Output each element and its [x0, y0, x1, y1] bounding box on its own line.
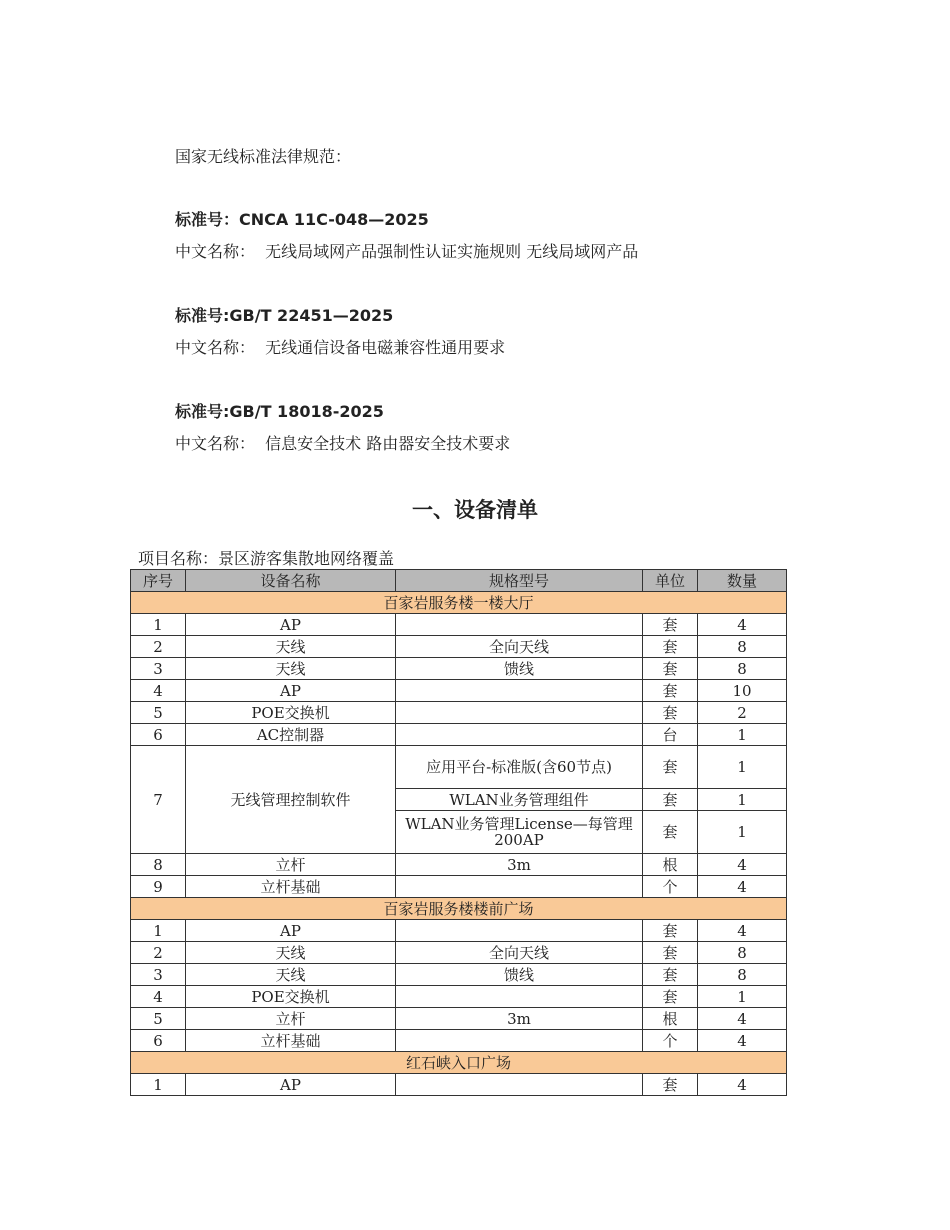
- cell-name: 立杆基础: [186, 876, 396, 898]
- cell-name: 立杆基础: [186, 1030, 396, 1052]
- group-title: 百家岩服务楼一楼大厅: [131, 592, 787, 614]
- cell-unit: 台: [643, 724, 698, 746]
- equipment-table: [130, 569, 787, 1096]
- cell-name: AP: [186, 614, 396, 636]
- cell-spec: [396, 876, 643, 898]
- cell-spec: WLAN业务管理License—每管理200AP: [396, 811, 643, 854]
- cell-qty: 4: [698, 1074, 787, 1096]
- table-row: [131, 964, 787, 986]
- cell-name: 无线管理控制软件: [186, 746, 396, 854]
- cell-unit: 套: [643, 986, 698, 1008]
- standard-number-3: 标准号:GB/T 18018-2025: [175, 402, 384, 421]
- table-row: [131, 680, 787, 702]
- cell-no: 6: [131, 1030, 186, 1052]
- table-row: [131, 986, 787, 1008]
- cell-spec: [396, 920, 643, 942]
- cell-no: 5: [131, 702, 186, 724]
- cell-name: AP: [186, 1074, 396, 1096]
- cell-no: 7: [131, 746, 186, 854]
- intro-heading: 国家无线标准法律规范：: [175, 147, 352, 166]
- table-row: [131, 920, 787, 942]
- cell-unit: 个: [643, 1030, 698, 1052]
- group-title: 百家岩服务楼楼前广场: [131, 898, 787, 920]
- cell-unit: 套: [643, 964, 698, 986]
- cell-unit: 套: [643, 680, 698, 702]
- cell-name: AC控制器: [186, 724, 396, 746]
- cell-unit: 套: [643, 746, 698, 789]
- group-row: [131, 592, 787, 614]
- section-title: 一、设备清单: [412, 498, 538, 522]
- cell-qty: 4: [698, 920, 787, 942]
- cell-unit: 套: [643, 920, 698, 942]
- header-spec: 规格型号: [396, 570, 643, 592]
- cell-unit: 套: [643, 1074, 698, 1096]
- cell-name: 立杆: [186, 854, 396, 876]
- cell-qty: 8: [698, 964, 787, 986]
- cell-spec: [396, 614, 643, 636]
- header-name: 设备名称: [186, 570, 396, 592]
- cell-spec: [396, 1030, 643, 1052]
- cell-unit: 套: [643, 658, 698, 680]
- cell-name: AP: [186, 920, 396, 942]
- table-row: [131, 702, 787, 724]
- cell-qty: 4: [698, 1008, 787, 1030]
- standard-name-2: 中文名称： 无线通信设备电磁兼容性通用要求: [175, 338, 506, 357]
- cell-spec: 全向天线: [396, 942, 643, 964]
- standard-name-3: 中文名称： 信息安全技术 路由器安全技术要求: [175, 434, 511, 453]
- cell-spec: [396, 1074, 643, 1096]
- cell-name: 天线: [186, 658, 396, 680]
- cell-name: 立杆: [186, 1008, 396, 1030]
- cell-no: 4: [131, 986, 186, 1008]
- cell-name: 天线: [186, 942, 396, 964]
- cell-no: 3: [131, 658, 186, 680]
- cell-name: POE交换机: [186, 702, 396, 724]
- cell-qty: 4: [698, 854, 787, 876]
- cell-no: 4: [131, 680, 186, 702]
- cell-unit: 套: [643, 789, 698, 811]
- project-name: 项目名称：景区游客集散地网络覆盖: [138, 549, 395, 568]
- group-title: 红石峡入口广场: [131, 1052, 787, 1074]
- cell-spec: 应用平台-标准版(含60节点): [396, 746, 643, 789]
- cell-unit: 套: [643, 702, 698, 724]
- cell-spec: 3m: [396, 854, 643, 876]
- cell-no: 2: [131, 636, 186, 658]
- cell-name: 天线: [186, 964, 396, 986]
- cell-unit: 根: [643, 854, 698, 876]
- cell-spec: [396, 724, 643, 746]
- cell-unit: 套: [643, 942, 698, 964]
- header-qty: 数量: [698, 570, 787, 592]
- cell-qty: 4: [698, 876, 787, 898]
- table-row: [131, 636, 787, 658]
- standard-number-2: 标准号:GB/T 22451—2025: [175, 306, 394, 325]
- table-row: [131, 942, 787, 964]
- cell-spec: 馈线: [396, 964, 643, 986]
- cell-unit: 根: [643, 1008, 698, 1030]
- cell-qty: 8: [698, 658, 787, 680]
- cell-no: 1: [131, 614, 186, 636]
- cell-spec: [396, 986, 643, 1008]
- cell-unit: 套: [643, 614, 698, 636]
- cell-qty: 1: [698, 986, 787, 1008]
- table-row: [131, 1074, 787, 1096]
- cell-spec: 全向天线: [396, 636, 643, 658]
- cell-unit: 套: [643, 811, 698, 854]
- cell-qty: 4: [698, 1030, 787, 1052]
- cell-no: 8: [131, 854, 186, 876]
- cell-spec: WLAN业务管理组件: [396, 789, 643, 811]
- cell-qty: 10: [698, 680, 787, 702]
- cell-qty: 2: [698, 702, 787, 724]
- table-row: [131, 746, 787, 789]
- cell-unit: 个: [643, 876, 698, 898]
- cell-no: 2: [131, 942, 186, 964]
- cell-no: 6: [131, 724, 186, 746]
- cell-qty: 4: [698, 614, 787, 636]
- cell-no: 3: [131, 964, 186, 986]
- group-row: [131, 898, 787, 920]
- standard-name-1: 中文名称： 无线局域网产品强制性认证实施规则 无线局域网产品: [175, 242, 639, 261]
- cell-unit: 套: [643, 636, 698, 658]
- table-row: [131, 876, 787, 898]
- cell-no: 1: [131, 920, 186, 942]
- cell-no: 9: [131, 876, 186, 898]
- group-row: [131, 1052, 787, 1074]
- cell-qty: 1: [698, 811, 787, 854]
- cell-qty: 1: [698, 789, 787, 811]
- table-row: [131, 854, 787, 876]
- cell-spec: [396, 702, 643, 724]
- table-row: [131, 724, 787, 746]
- standard-number-1: 标准号：CNCA 11C-048—2025: [175, 210, 429, 229]
- cell-name: AP: [186, 680, 396, 702]
- cell-no: 5: [131, 1008, 186, 1030]
- cell-spec: [396, 680, 643, 702]
- cell-qty: 8: [698, 942, 787, 964]
- table-row: [131, 658, 787, 680]
- cell-qty: 8: [698, 636, 787, 658]
- table-header-row: [131, 570, 787, 592]
- cell-qty: 1: [698, 746, 787, 789]
- header-unit: 单位: [643, 570, 698, 592]
- cell-name: 天线: [186, 636, 396, 658]
- header-no: 序号: [131, 570, 186, 592]
- cell-no: 1: [131, 1074, 186, 1096]
- cell-spec: 3m: [396, 1008, 643, 1030]
- cell-qty: 1: [698, 724, 787, 746]
- cell-name: POE交换机: [186, 986, 396, 1008]
- cell-spec: 馈线: [396, 658, 643, 680]
- table-row: [131, 1030, 787, 1052]
- table-row: [131, 1008, 787, 1030]
- table-row: [131, 614, 787, 636]
